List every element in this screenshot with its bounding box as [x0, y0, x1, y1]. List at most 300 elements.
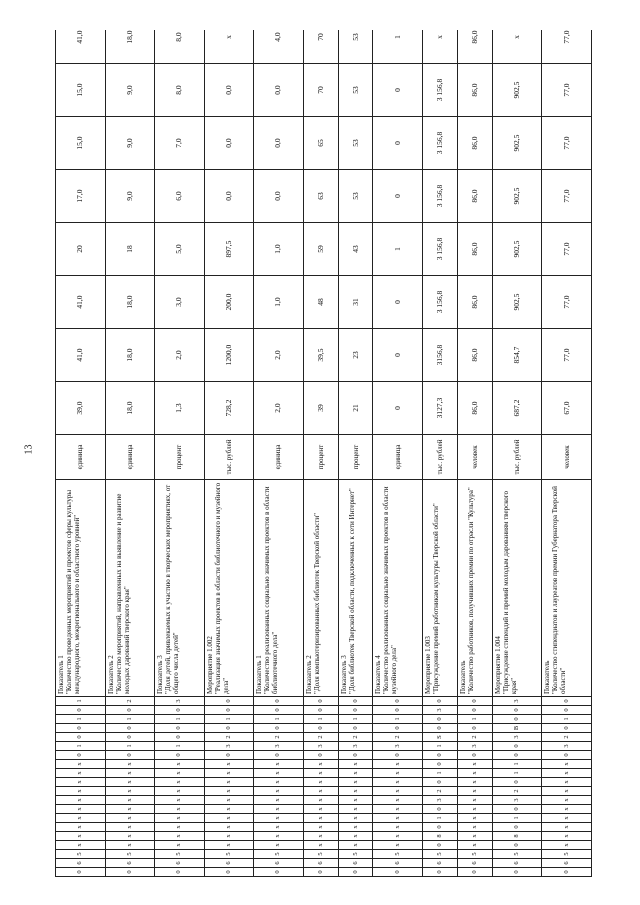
code-digit-cell: 0 [303, 868, 338, 877]
code-digit-cell: x [254, 832, 304, 841]
code-digit-cell: x [204, 778, 254, 787]
code-digit-cell: 0 [155, 733, 205, 742]
year-value-cell: 41,0 [56, 329, 106, 382]
year-value-cell: x [492, 30, 542, 64]
code-digit-cell: 5 [204, 850, 254, 859]
code-digit-cell: 2 [542, 733, 592, 742]
code-digit-cell: 1 [56, 742, 106, 751]
code-digit-cell: x [338, 841, 373, 850]
year-value-cell: 0,0 [254, 64, 304, 117]
code-digit-cell: 1 [492, 760, 542, 769]
code-digit-cell: x [303, 805, 338, 814]
description-cell [423, 480, 458, 697]
code-digit-cell: 1 [338, 715, 373, 724]
table-row [338, 30, 373, 877]
code-digit-cell: 0 [204, 751, 254, 760]
code-digit-cell: x [542, 805, 592, 814]
year-value-cell: 43 [338, 223, 373, 276]
year-value-cell: 0 [373, 382, 423, 435]
code-digit-cell: x [338, 814, 373, 823]
code-digit-cell: 2 [492, 787, 542, 796]
code-digit-cell: 3 [492, 733, 542, 742]
code-digit-cell: x [457, 841, 492, 850]
code-digit-cell: 6 [492, 859, 542, 868]
description-cell [373, 480, 423, 697]
code-digit-cell: 0 [492, 823, 542, 832]
year-value-cell: 39,0 [56, 382, 106, 435]
code-digit-cell: 5 [105, 850, 155, 859]
code-digit-cell: 0 [56, 733, 106, 742]
year-value-cell: 53 [338, 64, 373, 117]
code-digit-cell: 6 [373, 859, 423, 868]
code-digit-cell: 0 [457, 706, 492, 715]
description-cell [338, 480, 373, 697]
year-value-cell: 0 [373, 276, 423, 329]
code-digit-cell: x [254, 778, 304, 787]
code-digit-cell: 3 [423, 706, 458, 715]
code-digit-cell: x [105, 805, 155, 814]
description-cell [105, 480, 155, 697]
year-value-cell: 854,7 [492, 329, 542, 382]
page-number: 13 [23, 444, 35, 455]
year-value-cell: 41,0 [56, 30, 106, 64]
code-digit-cell: 1 [204, 715, 254, 724]
code-digit-cell: 6 [155, 859, 205, 868]
code-digit-cell: x [204, 760, 254, 769]
year-value-cell: 9,0 [105, 117, 155, 170]
code-digit-cell: x [56, 796, 106, 805]
code-digit-cell: x [204, 841, 254, 850]
year-value-cell: 63 [303, 170, 338, 223]
year-value-cell: 86,0 [457, 329, 492, 382]
code-digit-cell: x [457, 796, 492, 805]
item-description: "Реализация значимых проектов в области библиотечного и музейного дела" [213, 482, 230, 694]
description-cell [492, 480, 542, 697]
year-value-cell: 86,0 [457, 30, 492, 64]
code-digit-cell: x [373, 823, 423, 832]
code-digit-cell: x [254, 796, 304, 805]
year-value-cell: x [204, 30, 254, 64]
code-digit-cell: 1 [155, 715, 205, 724]
code-digit-cell: 0 [254, 868, 304, 877]
year-value-cell: 897,5 [204, 223, 254, 276]
year-value-cell: 8,0 [155, 30, 205, 64]
code-digit-cell: 3 [423, 796, 458, 805]
code-digit-cell: x [105, 814, 155, 823]
code-digit-cell: 0 [423, 760, 458, 769]
code-digit-cell: x [56, 778, 106, 787]
code-digit-cell: 0 [254, 697, 304, 706]
year-value-cell: 53 [338, 117, 373, 170]
code-digit-cell: 0 [204, 706, 254, 715]
item-heading: Показатель [543, 660, 552, 694]
item-description: "Доля библиотек Тверской области, подключенных к сети Интернет" [347, 488, 356, 694]
item-heading: Показатель 3 [156, 655, 165, 694]
code-digit-cell: 2 [105, 697, 155, 706]
code-digit-cell: 0 [338, 751, 373, 760]
year-value-cell: 86,0 [457, 223, 492, 276]
code-digit-cell: x [105, 841, 155, 850]
code-digit-cell: x [542, 796, 592, 805]
item-description: "Доля детей, привлекаемых к участию в творческих мероприятиях, от общего числа детей" [164, 484, 181, 694]
code-digit-cell: x [338, 823, 373, 832]
code-digit-cell: 0 [423, 778, 458, 787]
year-value-cell: 86,0 [457, 117, 492, 170]
code-digit-cell: x [204, 832, 254, 841]
code-digit-cell: 6 [254, 859, 304, 868]
year-value-cell: 3 156,8 [423, 223, 458, 276]
item-heading: Мероприятие 1.004 [493, 636, 502, 694]
code-digit-cell: 0 [423, 841, 458, 850]
item-heading: Показатель 3 [339, 655, 348, 694]
table-row [204, 30, 254, 877]
code-digit-cell: x [457, 823, 492, 832]
code-digit-cell: x [155, 769, 205, 778]
year-value-cell: 7,0 [155, 117, 205, 170]
code-digit-cell: x [56, 823, 106, 832]
year-value-cell: 2,0 [155, 329, 205, 382]
code-digit-cell: 3 [542, 742, 592, 751]
year-value-cell: 0,0 [204, 64, 254, 117]
code-digit-cell: x [56, 832, 106, 841]
code-digit-cell: 8 [492, 832, 542, 841]
item-heading: Показатель 1 [57, 655, 65, 694]
item-heading: Мероприятие 1.003 [424, 636, 433, 694]
year-value-cell: 9,0 [105, 64, 155, 117]
year-value-cell: 2,0 [254, 382, 304, 435]
code-digit-cell: 0 [423, 805, 458, 814]
code-digit-cell: 0 [105, 733, 155, 742]
code-digit-cell: 0 [423, 751, 458, 760]
code-digit-cell: 6 [338, 859, 373, 868]
code-digit-cell: 1 [303, 715, 338, 724]
code-digit-cell: 5 [373, 850, 423, 859]
code-digit-cell: 0 [542, 706, 592, 715]
code-digit-cell: 0 [373, 706, 423, 715]
year-value-cell: 6,0 [155, 170, 205, 223]
code-digit-cell: 0 [338, 724, 373, 733]
code-digit-cell: x [542, 832, 592, 841]
code-digit-cell: x [373, 841, 423, 850]
code-digit-cell: 0 [457, 697, 492, 706]
item-heading: Показатель 2 [304, 655, 313, 694]
code-digit-cell: 3 [155, 697, 205, 706]
code-digit-cell: 0 [338, 868, 373, 877]
code-digit-cell: x [457, 805, 492, 814]
year-value-cell: 18,0 [105, 276, 155, 329]
code-digit-cell: x [105, 769, 155, 778]
code-digit-cell: x [155, 832, 205, 841]
year-value-cell: 67,0 [542, 382, 592, 435]
code-digit-cell: 2 [423, 787, 458, 796]
code-digit-cell: 1 [542, 715, 592, 724]
code-digit-cell: 2 [303, 733, 338, 742]
code-digit-cell: x [303, 823, 338, 832]
year-value-cell: 77,0 [542, 117, 592, 170]
code-digit-cell: 0 [56, 751, 106, 760]
description-cell [457, 480, 492, 697]
code-digit-cell: x [204, 787, 254, 796]
code-digit-cell: x [204, 805, 254, 814]
year-value-cell: 18 [105, 223, 155, 276]
year-value-cell: 77,0 [542, 64, 592, 117]
code-digit-cell: x [105, 832, 155, 841]
code-digit-cell: 0 [155, 751, 205, 760]
year-value-cell: 902,5 [492, 117, 542, 170]
code-digit-cell: 6 [542, 859, 592, 868]
code-digit-cell: x [155, 823, 205, 832]
item-description: "Количество стипендиатов и лауреатов премии Губернатора Тверской области" [551, 486, 568, 694]
code-digit-cell: 6 [457, 859, 492, 868]
code-digit-cell: 0 [542, 751, 592, 760]
code-digit-cell: 0 [56, 868, 106, 877]
code-digit-cell: x [303, 760, 338, 769]
code-digit-cell: 0 [542, 697, 592, 706]
code-digit-cell: 0 [542, 724, 592, 733]
year-value-cell: 53 [338, 30, 373, 64]
code-digit-cell: x [204, 796, 254, 805]
code-digit-cell: 6 [303, 859, 338, 868]
code-digit-cell: x [542, 778, 592, 787]
year-value-cell: 3 156,8 [423, 170, 458, 223]
year-value-cell: 3 156,8 [423, 276, 458, 329]
code-digit-cell: x [105, 796, 155, 805]
code-digit-cell: 1 [56, 715, 106, 724]
table-row [155, 30, 205, 877]
code-digit-cell: x [373, 805, 423, 814]
year-value-cell: 5,0 [155, 223, 205, 276]
code-digit-cell: 0 [254, 706, 304, 715]
code-digit-cell: 5 [542, 850, 592, 859]
year-value-cell: 77,0 [542, 223, 592, 276]
year-value-cell: 86,0 [457, 276, 492, 329]
code-digit-cell: x [373, 787, 423, 796]
code-digit-cell: 0 [155, 706, 205, 715]
code-digit-cell: 1 [492, 814, 542, 823]
code-digit-cell: 1 [423, 769, 458, 778]
year-value-cell: 0 [373, 117, 423, 170]
code-digit-cell: 0 [373, 751, 423, 760]
year-value-cell: 0,0 [254, 117, 304, 170]
year-value-cell: 1 [373, 30, 423, 64]
year-value-cell: 17,0 [56, 170, 106, 223]
code-digit-cell: x [457, 832, 492, 841]
table-row [56, 30, 106, 877]
year-value-cell: 70 [303, 64, 338, 117]
code-digit-cell: 0 [423, 823, 458, 832]
code-digit-cell: 0 [105, 706, 155, 715]
table-row [492, 30, 542, 877]
item-description: "Присуждение стипендий и премий молодым дарованиям тверского края" [501, 490, 518, 694]
year-value-cell: 0,0 [254, 170, 304, 223]
code-digit-cell: 0 [254, 724, 304, 733]
code-digit-cell: 0 [423, 715, 458, 724]
code-digit-cell: x [338, 778, 373, 787]
code-digit-cell: x [56, 760, 106, 769]
unit-cell: человек [542, 435, 592, 480]
code-digit-cell: x [303, 778, 338, 787]
code-digit-cell: x [303, 832, 338, 841]
code-digit-cell: 0 [303, 706, 338, 715]
code-digit-cell: x [155, 805, 205, 814]
code-digit-cell: x [155, 760, 205, 769]
code-digit-cell: 2 [254, 733, 304, 742]
year-value-cell: 59 [303, 223, 338, 276]
code-digit-cell: x [373, 760, 423, 769]
code-digit-cell: x [204, 823, 254, 832]
unit-cell: процент [155, 435, 205, 480]
year-value-cell: 77,0 [542, 276, 592, 329]
code-digit-cell: 0 [492, 715, 542, 724]
year-value-cell: 1,0 [254, 223, 304, 276]
code-digit-cell: 0 [155, 868, 205, 877]
code-digit-cell: 2 [204, 733, 254, 742]
code-digit-cell: 5 [303, 850, 338, 859]
year-value-cell: 15,0 [56, 117, 106, 170]
code-digit-cell: x [204, 769, 254, 778]
unit-cell: единица [105, 435, 155, 480]
code-digit-cell: 0 [492, 751, 542, 760]
code-digit-cell: x [254, 823, 304, 832]
year-value-cell: 3156,8 [423, 329, 458, 382]
code-digit-cell: x [56, 805, 106, 814]
code-digit-cell: x [254, 814, 304, 823]
code-digit-cell: 5 [338, 850, 373, 859]
year-value-cell: 31 [338, 276, 373, 329]
code-digit-cell: 0 [254, 751, 304, 760]
code-digit-cell: x [56, 787, 106, 796]
year-value-cell: 200,0 [204, 276, 254, 329]
year-value-cell: 86,0 [457, 64, 492, 117]
code-digit-cell: x [303, 814, 338, 823]
code-digit-cell: 3 [338, 742, 373, 751]
code-digit-cell: 3 [492, 697, 542, 706]
code-digit-cell: 0 [492, 778, 542, 787]
code-digit-cell: 0 [542, 868, 592, 877]
code-digit-cell: 0 [204, 697, 254, 706]
code-digit-cell: 0 [105, 751, 155, 760]
code-digit-cell: x [338, 769, 373, 778]
item-description: "Присуждение премий работникам культуры Тверской области" [432, 503, 441, 694]
code-digit-cell: 6 [105, 859, 155, 868]
code-digit-cell: x [457, 778, 492, 787]
code-digit-cell: x [105, 787, 155, 796]
table-row [303, 30, 338, 877]
description-cell [155, 480, 205, 697]
code-digit-cell: 0 [303, 724, 338, 733]
year-value-cell: 902,5 [492, 64, 542, 117]
year-value-cell: 1200,0 [204, 329, 254, 382]
item-description: "Количество реализованных социально значимых проектов в области музейного дела" [382, 486, 399, 694]
code-digit-cell: 3 [457, 742, 492, 751]
code-digit-cell: 5 [155, 850, 205, 859]
code-digit-cell: 0 [492, 706, 542, 715]
item-heading: Мероприятие 1.002 [205, 636, 214, 694]
code-digit-cell: x [303, 796, 338, 805]
table-row [457, 30, 492, 877]
unit-cell: единица [373, 435, 423, 480]
year-value-cell: 48 [303, 276, 338, 329]
code-digit-cell: 1 [105, 715, 155, 724]
year-value-cell: 2,0 [254, 329, 304, 382]
code-digit-cell: x [338, 787, 373, 796]
code-digit-cell: 6 [56, 859, 106, 868]
code-digit-cell: x [373, 832, 423, 841]
code-digit-cell: x [303, 769, 338, 778]
code-digit-cell: S [423, 733, 458, 742]
unit-cell: единица [254, 435, 304, 480]
code-digit-cell: x [457, 760, 492, 769]
code-digit-cell: 3 [373, 742, 423, 751]
year-value-cell: 77,0 [542, 329, 592, 382]
year-value-cell: 18,0 [105, 30, 155, 64]
code-digit-cell: 3 [303, 742, 338, 751]
code-digit-cell: 5 [423, 850, 458, 859]
code-digit-cell: x [56, 769, 106, 778]
year-value-cell: 20 [56, 223, 106, 276]
code-digit-cell: 0 [492, 868, 542, 877]
unit-cell: тыс. рублей [492, 435, 542, 480]
unit-cell: тыс. рублей [204, 435, 254, 480]
code-digit-cell: x [373, 796, 423, 805]
year-value-cell: 23 [338, 329, 373, 382]
item-heading: Показатель 2 [106, 655, 115, 694]
code-digit-cell: 0 [155, 724, 205, 733]
code-digit-cell: x [542, 823, 592, 832]
code-digit-cell: x [373, 814, 423, 823]
code-digit-cell: x [542, 787, 592, 796]
code-digit-cell: 0 [457, 868, 492, 877]
item-heading: Показатель 1 [255, 655, 264, 694]
code-digit-cell: 0 [457, 751, 492, 760]
code-digit-cell: x [155, 778, 205, 787]
code-digit-cell: x [56, 841, 106, 850]
code-digit-cell: 5 [56, 850, 106, 859]
year-value-cell: 65 [303, 117, 338, 170]
code-digit-cell: x [338, 760, 373, 769]
table-row [542, 30, 592, 877]
code-digit-cell: x [56, 814, 106, 823]
year-value-cell: 18,0 [105, 382, 155, 435]
year-value-cell: 3 156,8 [423, 64, 458, 117]
code-digit-cell: 1 [155, 742, 205, 751]
year-value-cell: 3127,3 [423, 382, 458, 435]
description-cell [254, 480, 304, 697]
code-digit-cell: 0 [204, 724, 254, 733]
code-digit-cell: 0 [373, 697, 423, 706]
year-value-cell: 15,0 [56, 64, 106, 117]
code-digit-cell: x [105, 823, 155, 832]
year-value-cell: 1 [373, 223, 423, 276]
code-digit-cell: 0 [423, 697, 458, 706]
year-value-cell: 18,0 [105, 329, 155, 382]
year-value-cell: 39,5 [303, 329, 338, 382]
description-cell [204, 480, 254, 697]
code-digit-cell: x [338, 832, 373, 841]
table-row [254, 30, 304, 877]
rotated-table-wrapper [55, 30, 592, 877]
code-digit-cell: x [254, 769, 304, 778]
code-digit-cell: 0 [204, 868, 254, 877]
code-digit-cell: x [155, 796, 205, 805]
code-digit-cell: x [373, 769, 423, 778]
code-digit-cell: 3 [254, 742, 304, 751]
code-digit-cell: 0 [56, 724, 106, 733]
year-value-cell: 0,0 [204, 170, 254, 223]
code-digit-cell: 2 [373, 733, 423, 742]
code-digit-cell: x [338, 805, 373, 814]
code-digit-cell: x [303, 787, 338, 796]
